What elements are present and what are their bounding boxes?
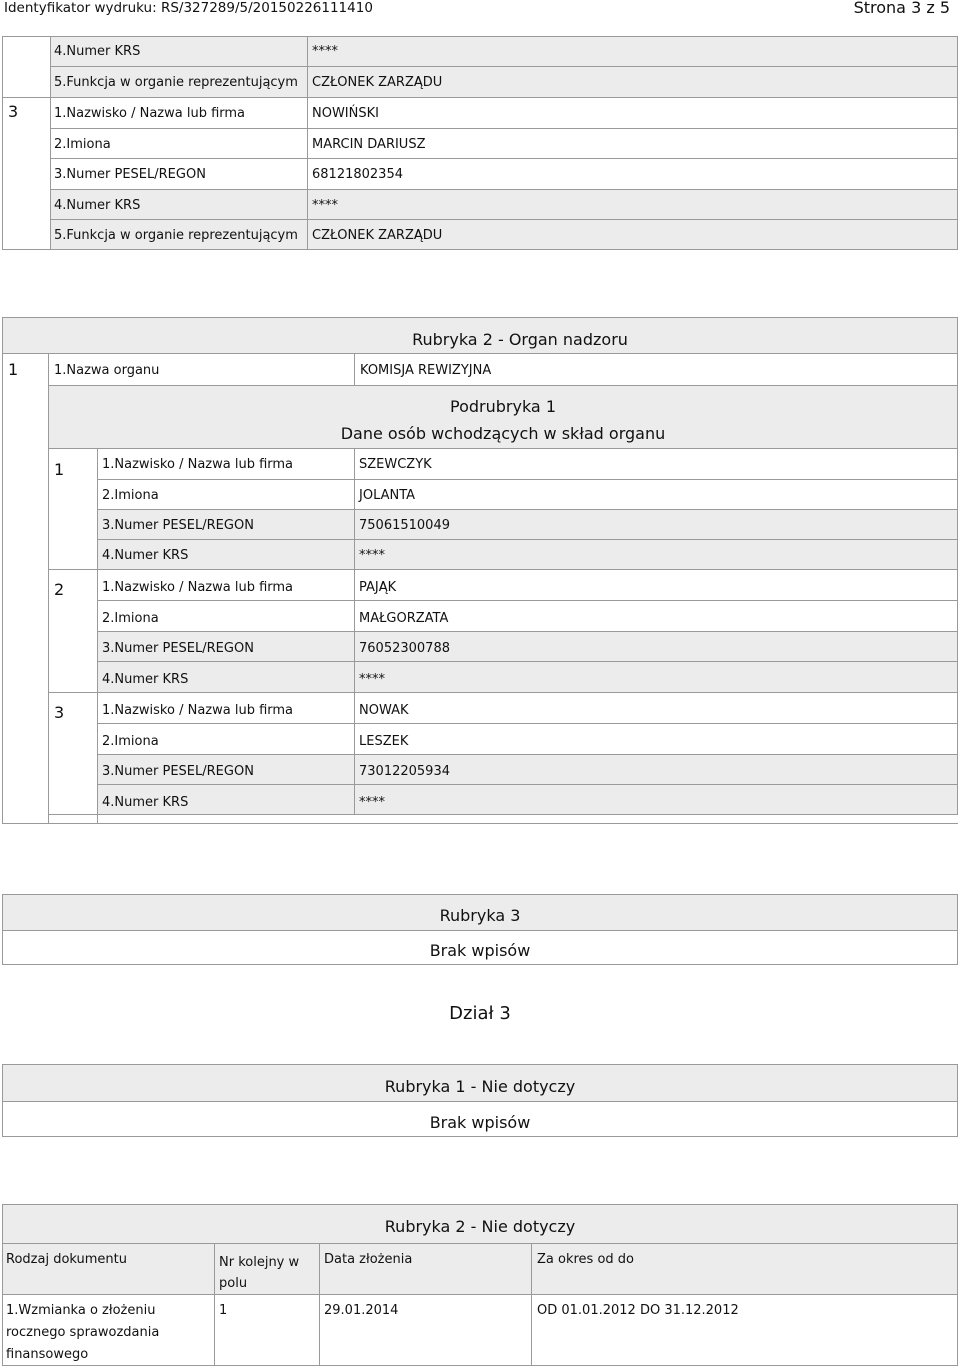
column-header: Nr kolejny w polu: [219, 1255, 300, 1291]
column-header: Za okres od do: [537, 1252, 634, 1267]
section-title: Rubryka 2 - Organ nadzoru: [412, 330, 628, 349]
field-label: 2.Imiona: [54, 137, 111, 152]
entry-number: 3: [8, 102, 19, 121]
field-label: 3.Numer PESEL/REGON: [102, 518, 254, 533]
field-value: MAŁGORZATA: [359, 611, 449, 626]
field-label: 1.Nazwisko / Nazwa lub firma: [102, 703, 294, 718]
organ-name-value: KOMISJA REWIZYJNA: [360, 363, 492, 378]
field-label: 4.Numer KRS: [102, 795, 189, 810]
subsection-title: Podrubryka 1: [450, 397, 556, 416]
field-value: SZEWCZYK: [359, 457, 432, 472]
field-label: 2.Imiona: [102, 611, 159, 626]
field-label: 4.Numer KRS: [54, 198, 141, 213]
period: OD 01.01.2012 DO 31.12.2012: [537, 1303, 739, 1318]
empty-entries: Brak wpisów: [429, 1113, 531, 1132]
field-label: 1.Nazwisko / Nazwa lub firma: [102, 580, 294, 595]
person-number: 3: [54, 703, 65, 722]
field-value: ****: [359, 548, 385, 563]
field-label: 3.Numer PESEL/REGON: [102, 641, 254, 656]
field-value: 75061510049: [359, 518, 450, 533]
empty-entries: Brak wpisów: [429, 941, 531, 960]
document-type: 1.Wzmianka o złożeniu rocznego sprawozdania finansowego: [6, 1303, 160, 1362]
field-label: 5.Funkcja w organie reprezentującym: [54, 75, 298, 90]
field-value: ****: [312, 44, 338, 59]
field-label: 1.Nazwisko / Nazwa lub firma: [102, 457, 294, 472]
field-value: JOLANTA: [359, 488, 416, 503]
print-identifier: Identyfikator wydruku: RS/327289/5/20150226111410: [4, 0, 373, 16]
column-header: Rodzaj dokumentu: [6, 1252, 127, 1267]
field-value: NOWAK: [359, 703, 409, 718]
sequence-number: 1: [219, 1303, 228, 1318]
field-label: 4.Numer KRS: [54, 44, 141, 59]
section-title: Rubryka 2 - Nie dotyczy: [384, 1217, 576, 1236]
field-value: 76052300788: [359, 641, 450, 656]
field-label: 3.Numer PESEL/REGON: [54, 167, 206, 182]
person-number: 2: [54, 580, 65, 599]
organ-name-label: 1.Nazwa organu: [54, 363, 160, 378]
entry-number: 1: [8, 360, 19, 379]
field-value: NOWIŃSKI: [312, 106, 379, 121]
field-value: CZŁONEK ZARZĄDU: [312, 228, 443, 243]
field-value: ****: [312, 198, 338, 213]
field-value: PAJĄK: [359, 580, 397, 595]
field-label: 3.Numer PESEL/REGON: [102, 764, 254, 779]
field-label: 1.Nazwisko / Nazwa lub firma: [54, 106, 246, 121]
field-label: 4.Numer KRS: [102, 548, 189, 563]
field-value: MARCIN DARIUSZ: [312, 137, 426, 152]
field-value: ****: [359, 795, 385, 810]
field-value: 73012205934: [359, 764, 450, 779]
column-header: Data złożenia: [324, 1252, 413, 1267]
field-value: LESZEK: [359, 734, 409, 749]
section-title: Rubryka 1 - Nie dotyczy: [384, 1077, 576, 1096]
person-number: 1: [54, 460, 65, 479]
field-label: 2.Imiona: [102, 734, 159, 749]
page-number: Strona 3 z 5: [853, 0, 950, 17]
section-title: Rubryka 3: [439, 906, 521, 925]
section-heading: Dział 3: [449, 1003, 511, 1024]
submission-date: 29.01.2014: [324, 1303, 399, 1318]
subsection-subtitle: Dane osób wchodzących w skład organu: [340, 424, 666, 443]
field-label: 5.Funkcja w organie reprezentującym: [54, 228, 298, 243]
field-label: 4.Numer KRS: [102, 672, 189, 687]
field-label: 2.Imiona: [102, 488, 159, 503]
field-value: ****: [359, 672, 385, 687]
field-value: CZŁONEK ZARZĄDU: [312, 75, 443, 90]
field-value: 68121802354: [312, 167, 403, 182]
